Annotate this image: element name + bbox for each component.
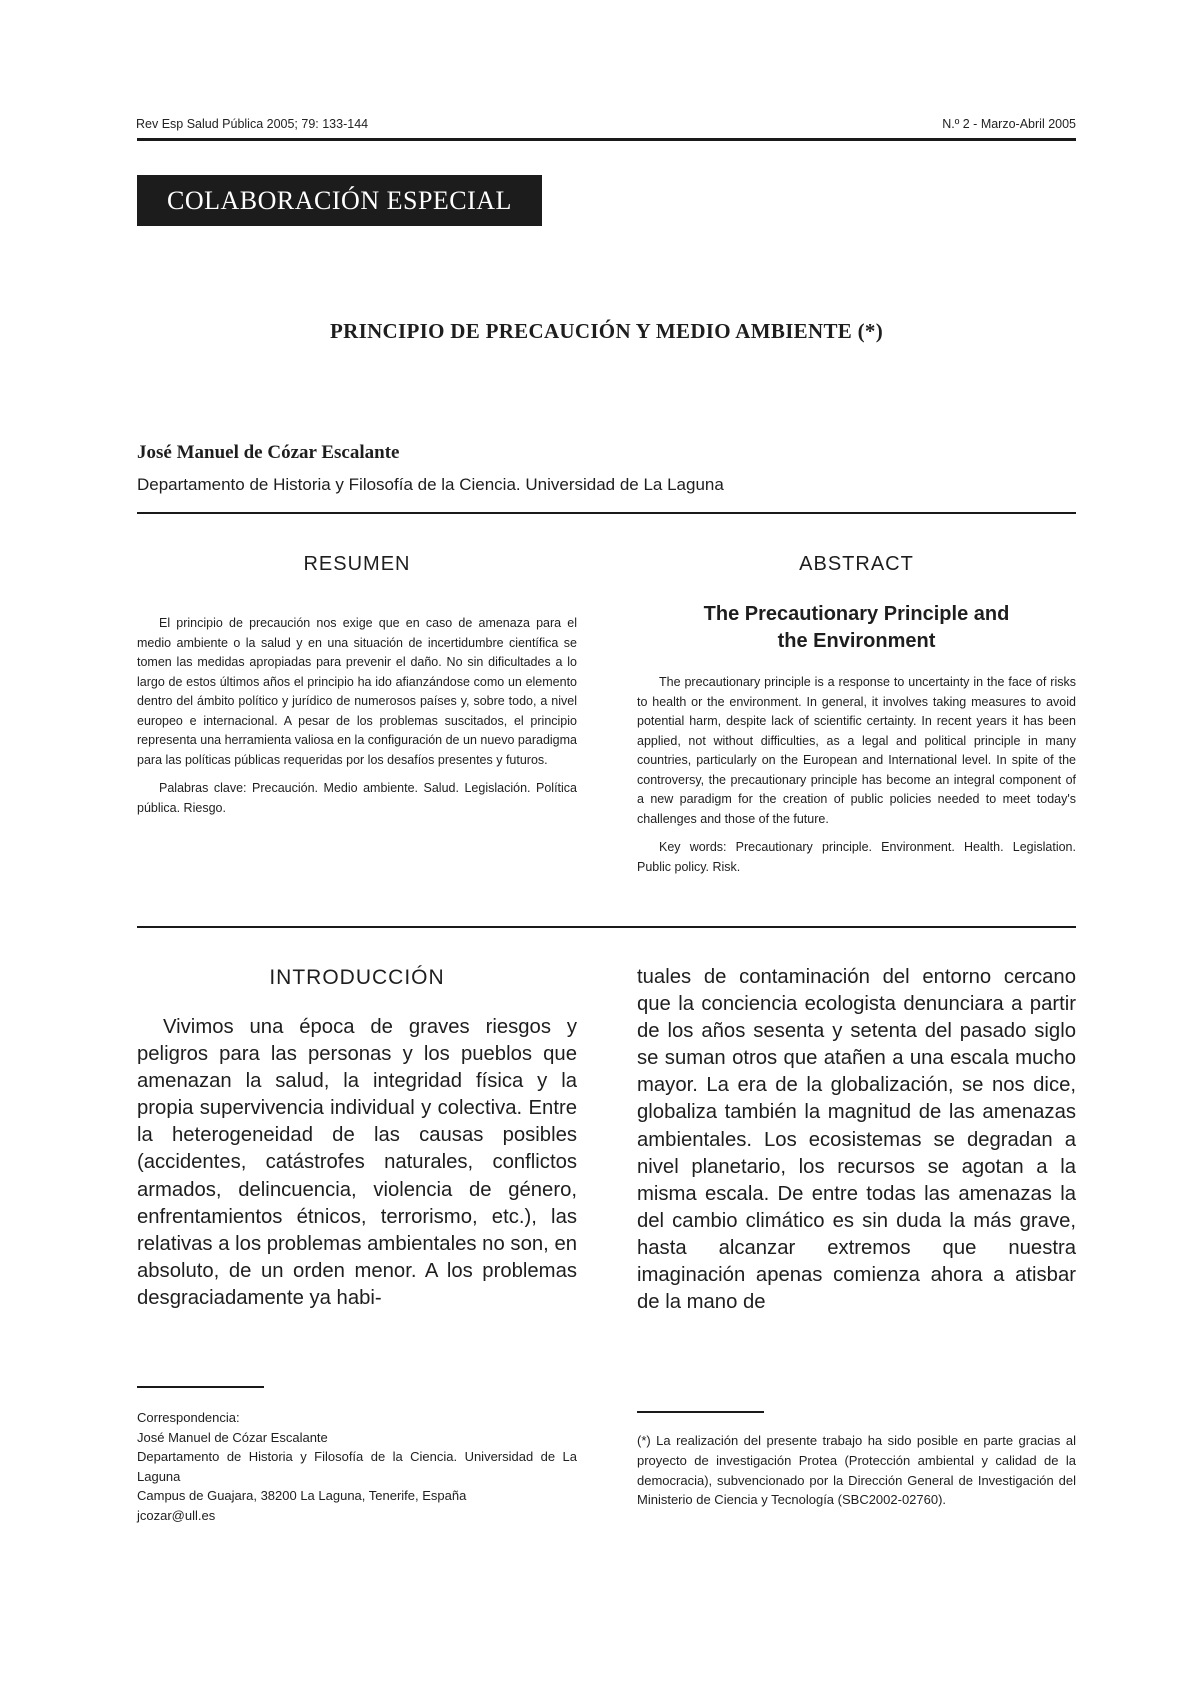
funding-footnote: [637, 1431, 1076, 1510]
correspondence-name: José Manuel de Cózar Escalante: [137, 1429, 328, 1445]
abstract-keywords: Key words: Precautionary principle. Environment. Health. Legislation. Public policy. Risk.: [637, 840, 1076, 874]
correspondence-block: [137, 1408, 577, 1525]
journal-reference: Rev Esp Salud Pública 2005; 79: 133-144: [136, 117, 369, 131]
author-name: José Manuel de Cózar Escalante: [137, 442, 400, 463]
article-title: PRINCIPIO DE PRECAUCIÓN Y MEDIO AMBIENTE (*): [330, 319, 883, 343]
abstract-title-line2: the Environment: [777, 630, 936, 652]
author-affiliation: Departamento de Historia y Filosofía de la Ciencia. Universidad de La Laguna: [137, 475, 724, 494]
resumen-paragraph: El principio de precaución nos exige que en caso de amenaza para el medio ambiente o la salud y en una situación de incertidumbre científica se tomen las medidas apropiadas para prevenir el daño. No sin dificultades a lo largo de estos últimos años el principio ha ido afianzándose como un elemento dentro del ámbito político y jurídico de numerosos países y, sobre todo, a nivel europeo e internacional. A pesar de los problemas suscitados, el principio representa una herramienta valiosa en la configuración de un nuevo paradigma para las políticas públicas requeridas por los desafíos presentes y futuros.: [137, 616, 577, 767]
issue-info: N.º 2 - Marzo-Abril 2005: [942, 117, 1076, 131]
divider-bottom: [137, 926, 1076, 928]
footnote-rule-left: [137, 1386, 264, 1388]
intro-paragraph-left: Vivimos una época de graves riesgos y peligros para las personas y los pueblos que amenazan la salud, la integridad física y la propia supervivencia individual y colectiva. Entre la heterogeneidad de las causas posibles (accidentes, catástrofes naturales, conflictos armados, delincuencia, violencia de género, enfrentamientos étnicos, terrorismo, etc.), las relativas a los problemas ambientales no son, en absoluto, de un orden menor. A los problemas desgraciadamente ya habi-: [137, 1016, 577, 1309]
abstract-paragraph: The precautionary principle is a response to uncertainty in the face of risks to health or the environment. In general, it involves taking measures to avoid potential harm, despite lack of scientific certainty. In recent years it has been applied, not without difficulties, as a legal and political principle in many countries, particularly on the European and International level. In spite of the controversy, the precautionary principle has become an integral component of a new paradigm for the creation of public policies needed to meet today's challenges and those of the future.: [637, 675, 1076, 826]
correspondence-email[interactable]: jcozar@ull.es: [137, 1507, 216, 1523]
intro-paragraph-right: tuales de contaminación del entorno cercano que la conciencia ecologista denunciara a partir de los años sesenta y setenta del pasado siglo se suman otros que atañen a una escala mucho mayor. La era de la globalización, se nos dice, globaliza también la magnitud de las amenazas ambientales. Los ecosistemas se degradan a nivel planetario, los recursos se agotan a la misma escala. De entre todas las amenazas la del cambio climático es sin duda la más grave, hasta alcanzar extremos que nuestra imaginación apenas comienza ahora a atisbar de la mano de: [637, 966, 1076, 1314]
resumen-section: [137, 553, 577, 818]
divider-top: [137, 512, 1076, 514]
correspondence-label: Correspondencia:: [137, 1410, 240, 1425]
footnote-rule-right: [637, 1411, 764, 1413]
resumen-keywords: Palabras clave: Precaución. Medio ambiente. Salud. Legislación. Política pública. Riesgo.: [137, 781, 577, 815]
section-label: COLABORACIÓN ESPECIAL: [137, 175, 542, 226]
abstract-heading: ABSTRACT: [799, 553, 914, 575]
footnote-text-block: [637, 1431, 1076, 1510]
correspondence-address: Campus de Guajara, 38200 La Laguna, Tenerife, España: [137, 1488, 467, 1503]
abstract-section: [637, 553, 1076, 877]
resumen-heading: RESUMEN: [303, 553, 411, 575]
abstract-title-line1: The Precautionary Principle and: [703, 603, 1010, 625]
intro-right-column: [637, 964, 1076, 1316]
footnote-marker: (*): [637, 1433, 651, 1448]
intro-left-column: [137, 966, 577, 1312]
header-rule: [137, 138, 1076, 141]
intro-heading: INTRODUCCIÓN: [269, 966, 445, 989]
footnote-text: La realización del presente trabajo ha sido posible en parte gracias al proyecto de investigación Protea (Protección ambiental y calidad de la democracia), subvencionado por la Dirección General de Investigación del Ministerio de Ciencia y Tecnología (SBC2002-02760).: [637, 1433, 1076, 1508]
correspondence-department: Departamento de Historia y Filosofía de la Ciencia. Universidad de La Laguna: [137, 1449, 577, 1484]
